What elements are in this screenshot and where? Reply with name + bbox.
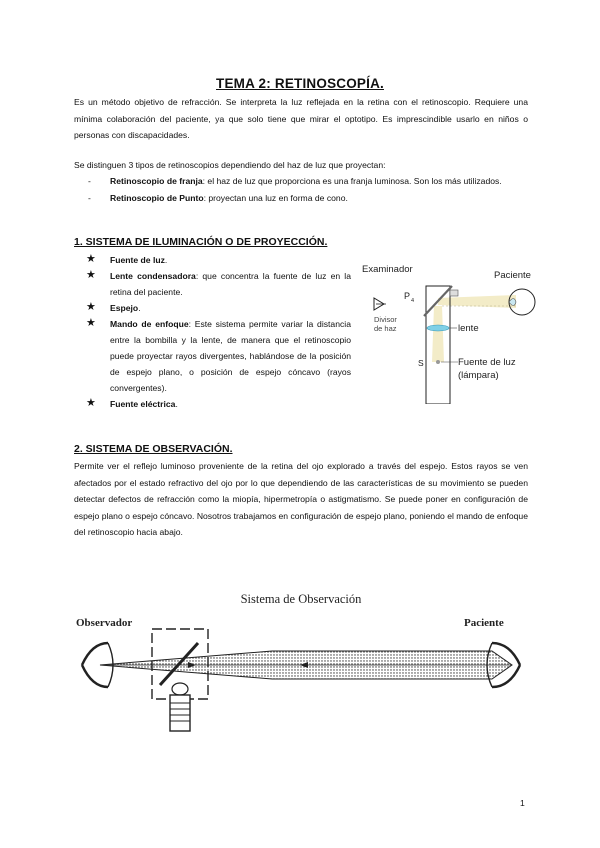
item-name: Retinoscopio de Punto	[110, 193, 204, 203]
list-item	[86, 268, 351, 300]
observation-figure-title: Sistema de Observación	[240, 592, 362, 606]
item-text: .	[175, 399, 178, 409]
section-heading-observation: 2. SISTEMA DE OBSERVACIÓN.	[74, 443, 233, 455]
item-text: .	[138, 303, 141, 313]
label-p-sub: 4	[411, 298, 415, 304]
list-item	[86, 300, 351, 316]
list-item	[86, 252, 351, 268]
section-heading-illumination: 1. SISTEMA DE ILUMINACIÓN O DE PROYECCIÓN.	[74, 236, 328, 248]
item-separator: :	[188, 319, 195, 329]
list-item	[74, 173, 528, 189]
star-icon: ★	[86, 253, 96, 265]
item-name: Lente condensadora	[110, 271, 196, 281]
item-name: Fuente de luz	[110, 255, 165, 265]
light-beam-vertical	[432, 306, 444, 362]
lens-shape	[427, 325, 449, 331]
item-name: Mando de enfoque	[110, 319, 189, 329]
item-name: Espejo	[110, 303, 139, 313]
item-separator: :	[195, 271, 203, 281]
dash-bullet: -	[88, 193, 91, 203]
item-text: proyectan una luz en forma de cono.	[208, 193, 348, 203]
lamp-shape	[436, 360, 440, 364]
observation-paragraph: Permite ver el reflejo luminoso proveniente de la retina del ojo explorado a través del espejo. Estos rayos se ven afectados por el estado refractivo del ojo por lo que dependiendo de las características de su movimiento se pueden detectar defectos de refracción como la miopía, hipermetropía o astigmatismo. Se puede poner en configuración de espejo plano o espejo cóncavo. Nosotros trabajamos en configuración de espejo plano, poniendo el mando de enfoque del retinoscopio hacia abajo.	[74, 461, 528, 537]
item-separator: :	[203, 193, 209, 203]
item-name: Retinoscopio de franja	[110, 176, 203, 186]
observation-diagram	[72, 585, 530, 745]
item-text: que concentra la fuente de luz en la retina del paciente.	[110, 271, 352, 297]
label-examinador: Examinador	[362, 264, 413, 275]
label-observador: Observador	[76, 617, 133, 629]
label-fuente-2: (lámpara)	[458, 370, 499, 381]
housing-notch	[450, 290, 458, 296]
label-p: P	[404, 291, 411, 301]
types-intro: Se distinguen 3 tipos de retinoscopios dependiendo del haz de luz que proyectan:	[74, 160, 386, 170]
item-text: el haz de luz que proporciona es una franja luminosa. Son los más utilizados.	[207, 176, 502, 186]
list-item	[86, 396, 351, 412]
list-item	[74, 190, 528, 206]
item-text: .	[164, 255, 168, 265]
label-paciente: Paciente	[494, 270, 531, 281]
star-icon: ★	[86, 317, 96, 329]
label-fuente-1: Fuente de luz	[458, 357, 516, 368]
label-divisor-2: de haz	[374, 324, 397, 333]
item-separator: :	[202, 176, 208, 186]
star-icon: ★	[86, 301, 96, 313]
projection-diagram	[356, 262, 546, 404]
page-number: 1	[520, 798, 525, 808]
types-list	[74, 173, 528, 206]
item-name: Fuente eléctrica	[110, 399, 176, 409]
label-s: S	[418, 358, 424, 368]
dash-bullet: -	[88, 176, 91, 186]
item-text: Este sistema permite variar la distancia entre la bombilla y la lente, de manera que el retinoscopio puede proyectar rayos divergentes, hablándose de la posición de espejo plano, o posición de espejo cóncavo (rayos convergentes).	[110, 319, 351, 393]
bulb-icon	[172, 683, 188, 695]
label-paciente-obs: Paciente	[464, 617, 504, 629]
handle-shape	[170, 695, 190, 731]
list-item	[86, 316, 351, 396]
label-lente: lente	[458, 323, 479, 334]
star-icon: ★	[86, 397, 96, 409]
illumination-list	[86, 252, 351, 412]
page-title: TEMA 2: RETINOSCOPÍA.	[216, 76, 384, 91]
star-icon: ★	[86, 269, 96, 281]
label-divisor-1: Divisor	[374, 315, 397, 324]
intro-paragraph: Es un método objetivo de refracción. Se interpreta la luz reflejada en la retina con el retinoscopio. Requiere una mínima colaboración del paciente, ya que solo tiene que mirar el optotipo. Es imprescindible usarlo en niños o personas con discapacidades.	[74, 97, 528, 140]
